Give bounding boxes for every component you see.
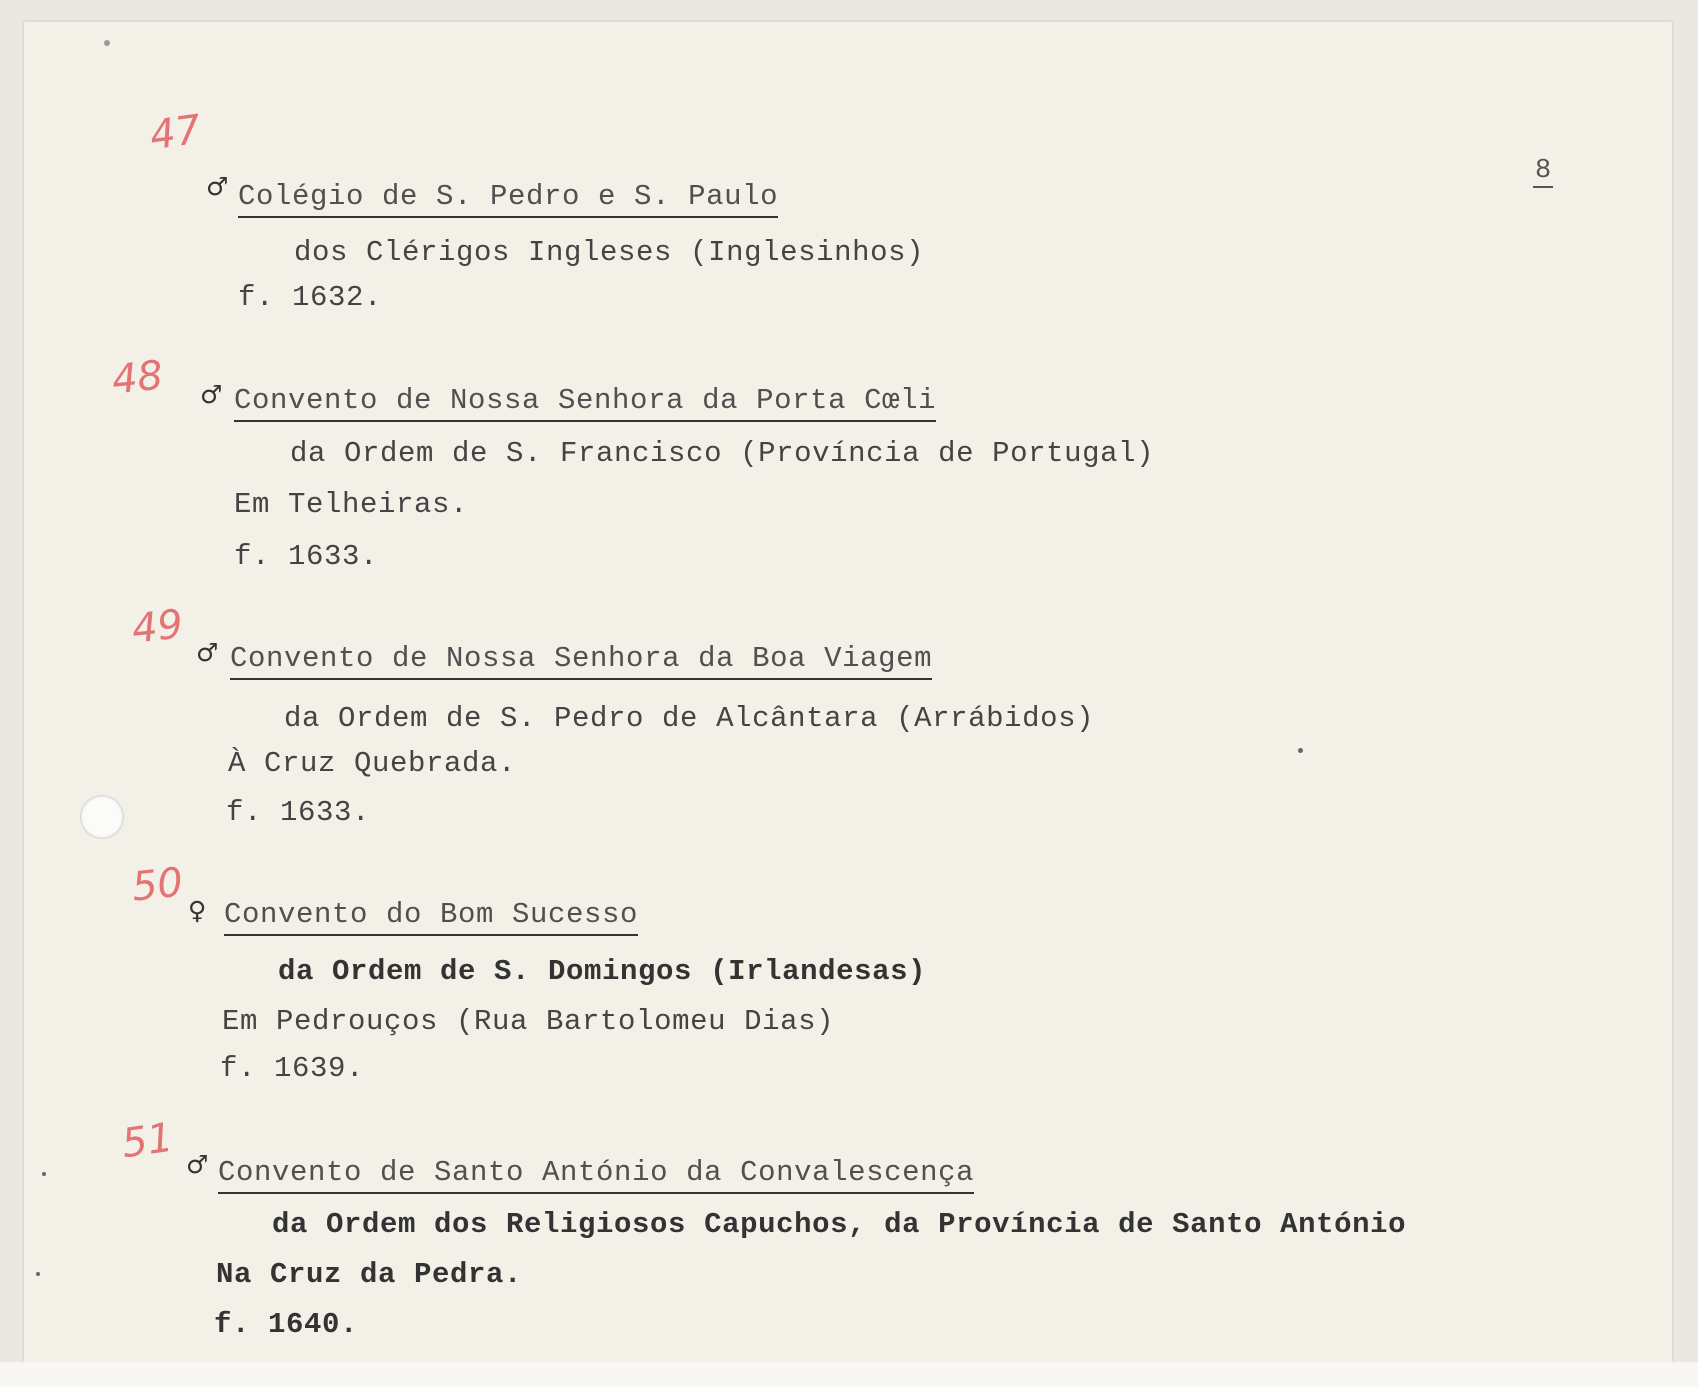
female-symbol-icon: ♀ [188,896,207,925]
entry-order: da Ordem de S. Pedro de Alcântara (Arrábidos) [284,702,1095,735]
entry-index: 49 [129,601,186,653]
entry-title: Convento de Santo António da Convalescença [218,1156,974,1194]
male-symbol-icon: ♂ [196,638,219,667]
scan-speck [36,1272,40,1276]
punch-hole [80,795,124,839]
scan-speck [1298,748,1303,753]
scan-speck [42,1172,46,1176]
entry-order: da Ordem de S. Domingos (Irlandesas) [278,955,927,988]
entry-index: 51 [119,1114,176,1168]
entry-location: Na Cruz da Pedra. [216,1258,523,1291]
entry-order: da Ordem de S. Francisco (Província de Portugal) [290,437,1155,470]
male-symbol-icon: ♂ [186,1150,209,1179]
entry-order: da Ordem dos Religiosos Capuchos, da Província de Santo António [272,1208,1407,1241]
entry-founded: f. 1639. [220,1052,365,1085]
entry-title: Convento de Nossa Senhora da Porta Cœli [234,384,936,422]
entry-index: 47 [147,106,204,160]
entry-index: 48 [109,352,166,404]
entry-founded: f. 1632. [238,281,383,314]
entry-index: 50 [129,859,186,911]
male-symbol-icon: ♂ [206,172,229,201]
entry-location: À Cruz Quebrada. [228,747,517,780]
male-symbol-icon: ♂ [200,380,223,409]
page-number: 8 [1535,156,1552,186]
entry-title: Colégio de S. Pedro e S. Paulo [238,180,778,218]
entry-location: Em Pedrouços (Rua Bartolomeu Dias) [222,1005,835,1038]
entry-title: Convento de Nossa Senhora da Boa Viagem [230,642,932,680]
entry-location: Em Telheiras. [234,488,469,521]
scan-margin [0,1362,1698,1387]
entry-founded: f. 1633. [234,540,379,573]
scan-speck [104,40,110,46]
entry-order: dos Clérigos Ingleses (Inglesinhos) [294,236,925,269]
entry-founded: f. 1633. [226,796,371,829]
entry-founded: f. 1640. [214,1308,359,1341]
entry-title: Convento do Bom Sucesso [224,898,638,936]
